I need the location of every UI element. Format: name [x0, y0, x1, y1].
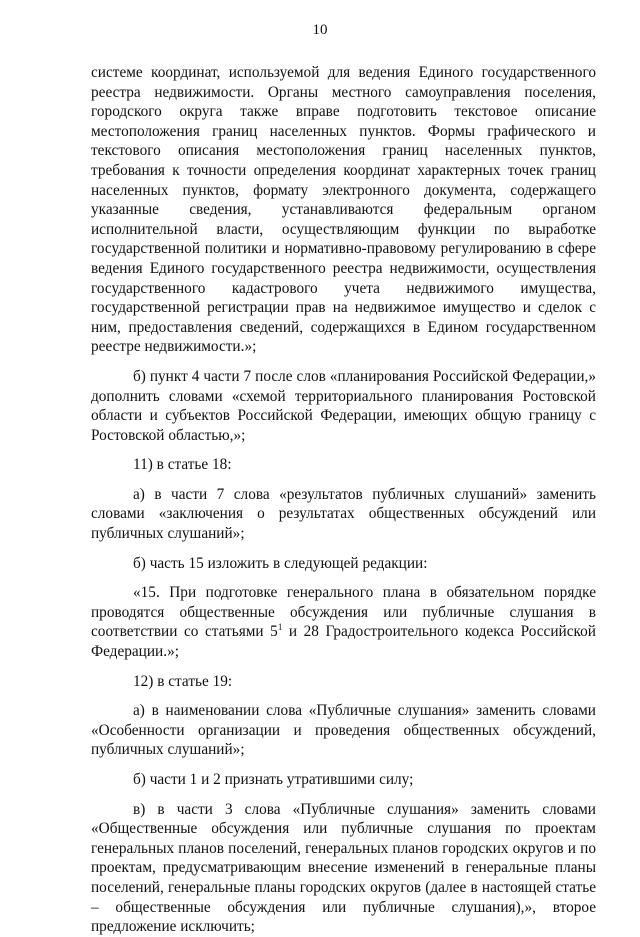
paragraph-continuation: системе координат, используемой для ведения Единого государственного реестра недвижимости. Органы местного самоуправления поселения, городского округа также вправе подготовить текстовое описание местоположения границ населенных пунктов. Формы графического и текстового описания местоположения границ населенных пунктов, требования к точности определения координат характерных точек границ населенных пунктов, формату электронного документа, содержащего указанные сведения, устанавливаются федеральным органом исполнительной власти, осуществляющим функции по выработке государственной политики и нормативно-правовому регулированию в сфере ведения Единого государственного реестра недвижимости, осуществления государственного кадастрового учета недвижимого имущества, государственной регистрации прав на недвижимое имущество и сделок с ним, предоставления сведений, содержащихся в Едином государственном реестре недвижимости.»; [91, 64, 596, 356]
paragraph-quote-15 [91, 583, 596, 661]
document-body [91, 63, 596, 937]
paragraph-item-a-part-7: а) в части 7 слова «результатов публичных слушаний» заменить словами «заключения о результатах общественных обсуждений или публичных слушаний»; [91, 485, 596, 543]
paragraph-item-b-parts-1-2: б) части 1 и 2 признать утратившими силу; [133, 771, 414, 788]
paragraph-item-b-part-15: б) часть 15 изложить в следующей редакции: [133, 554, 428, 572]
superscript-1: 1 [277, 622, 283, 633]
paragraph-article-18: 11) в статье 18: [133, 456, 232, 474]
page-number: 10 [312, 22, 328, 38]
paragraph-item-v-part-3: в) в части 3 слова «Публичные слушания» заменить словами «Общественные обсуждения или публичные слушания по проектам генеральных планов поселений, генеральных планов городских округов и по проектам, предусматривающим внесение изменений в генеральные планы поселений, генеральные планы городских округов (далее в настоящей статье – общественные обсуждения или публичные слушания),», второе предложение исключить; [91, 800, 596, 936]
paragraph-item-b-point-4: б) пункт 4 части 7 после слов «планирования Российской Федерации,» дополнить словами «схемой территориального планирования Ростовской области и субъектов Российской Федерации, имеющих общую границу с Ростовской областью,»; [91, 367, 596, 444]
quote-15-text-start: «15. При подготовке генерального плана в обязательном порядке проводятся общественные обсуждения или публичные слушания в соответствии со статьями 5 [91, 584, 596, 641]
quote-15-text-end: и 28 Градостроительного кодекса Российской Федерации.»; [91, 623, 596, 661]
paragraph-item-a-title: а) в наименовании слова «Публичные слушания» заменить словами «Особенности организации и проведения общественных обсуждений, публичных слушаний»; [91, 702, 596, 759]
paragraph-article-19: 12) в статье 19: [133, 672, 233, 690]
